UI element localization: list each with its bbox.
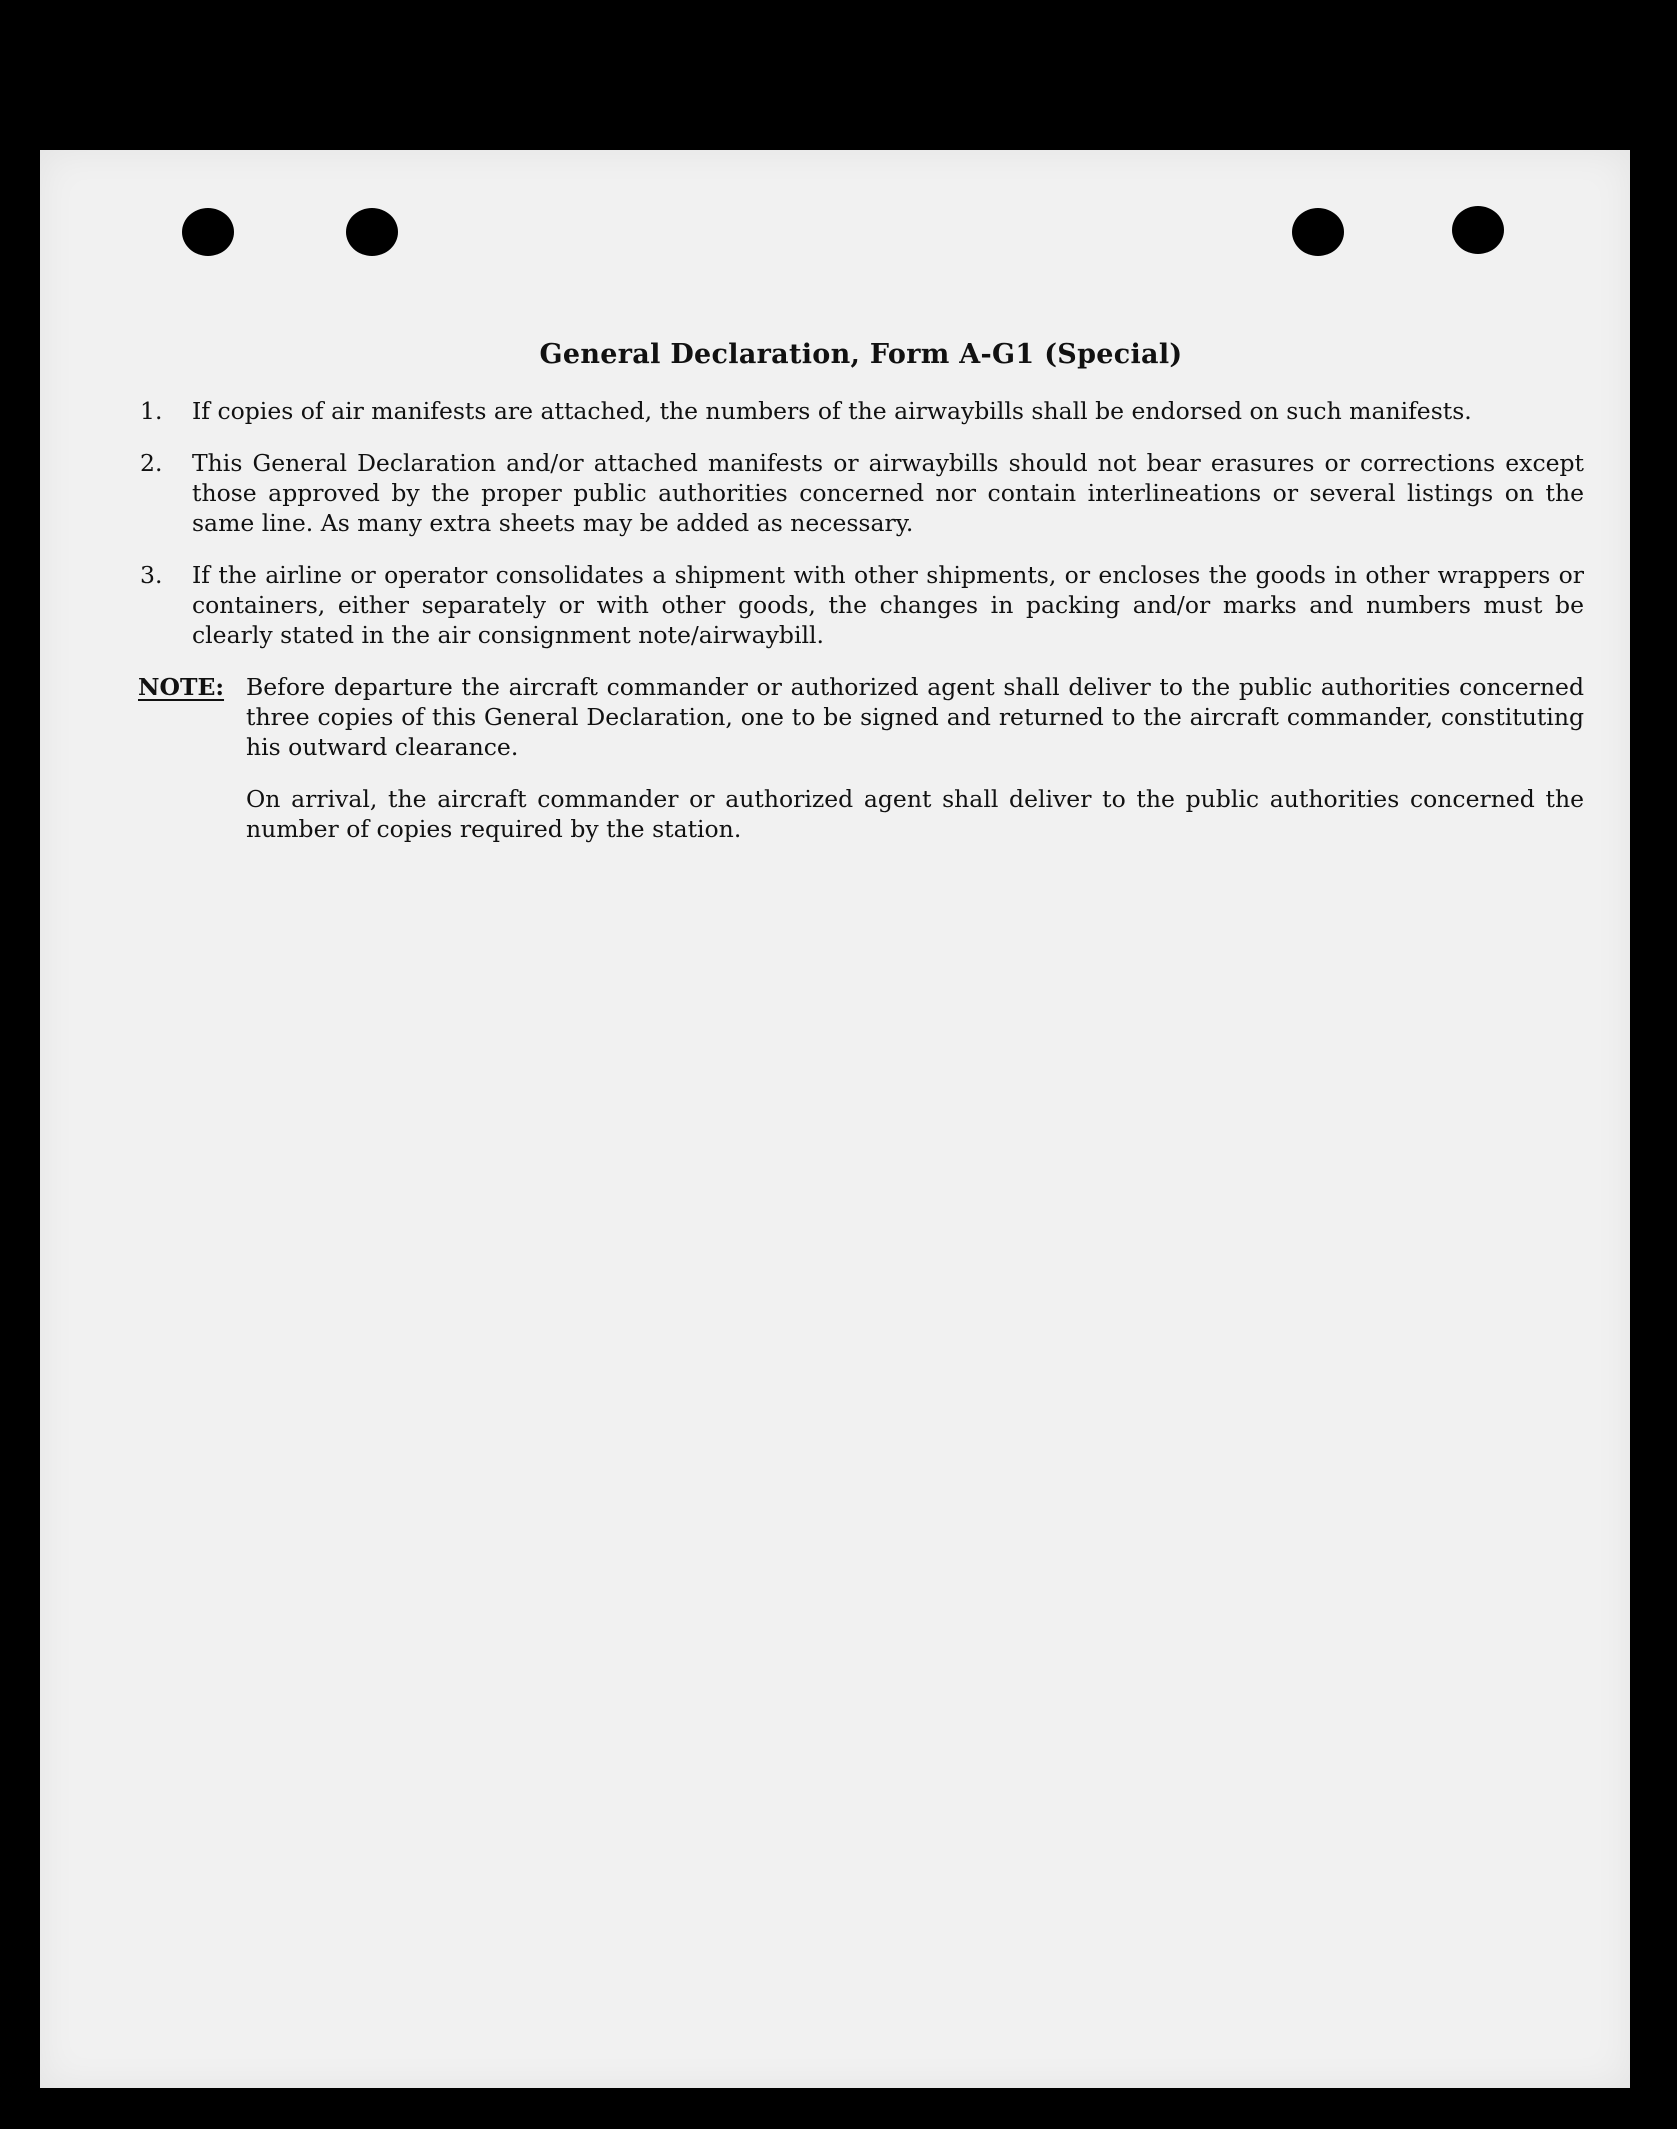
punch-hole-right-2 [1452,206,1504,254]
punch-hole-right-1 [1292,208,1344,256]
note-section [138,672,1584,866]
list-item [138,560,1584,650]
note-paragraph: Before departure the aircraft commander or authorized agent shall deliver to the public authorities concerned three copies of this General Declaration, one to be signed and returned to the aircraft commander, constituting his outward clearance. [246,673,1584,761]
document-content [138,340,1584,866]
note-body [246,672,1584,866]
punch-hole-left-2 [346,208,398,256]
note-label: NOTE: [138,673,225,701]
item-number: 3. [140,561,163,589]
item-text: If the airline or operator consolidates a shipment with other shipments, or encloses the goods in other wrappers or containers, either separately or with other goods, the changes in packing and/or marks and numbers must be clearly stated in the air consignment note/airwaybill. [192,561,1584,649]
document-title: General Declaration, Form A-G1 (Special) [539,339,1183,370]
item-number: 2. [140,449,163,477]
punch-hole-left-1 [182,208,234,256]
document-page [40,150,1630,2088]
item-number: 1. [140,397,163,425]
item-text: If copies of air manifests are attached, the numbers of the airwaybills shall be endorsed on such manifests. [192,397,1472,425]
list-item [138,448,1584,538]
item-text: This General Declaration and/or attached manifests or airwaybills should not bear erasures or corrections except those approved by the proper public authorities concerned nor contain interlineations or several listings on the same line. As many extra sheets may be added as necessary. [192,449,1584,537]
list-item [138,396,1584,426]
note-paragraph: On arrival, the aircraft commander or authorized agent shall deliver to the public authorities concerned the number of copies required by the station. [246,785,1584,843]
